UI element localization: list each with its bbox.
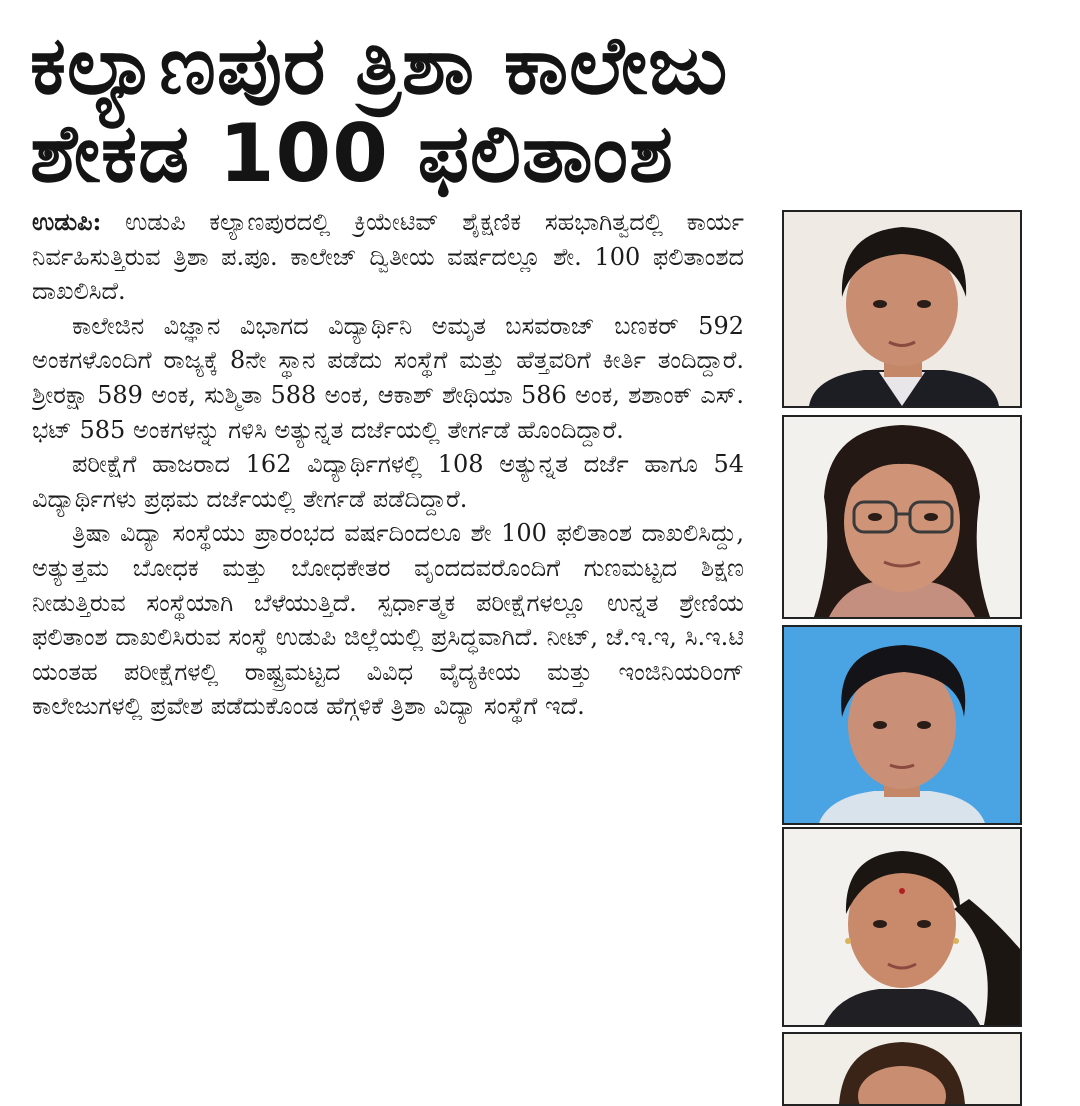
article-paragraph: ಪರೀಕ್ಷೆಗೆ ಹಾಜರಾದ 162 ವಿದ್ಯಾರ್ಥಿಗಳಲ್ಲಿ 108 ಅತ್ಯುನ್ನತ ದರ್ಜೆ ಹಾಗೂ 54 ವಿದ್ಯಾರ್ಥಿಗಳು ಪ್ರಥಮ ದರ್ಜೆಯಲ್ಲಿ ತೇರ್ಗಡೆ ಪಡೆದಿದ್ದಾರೆ. bbox=[32, 450, 744, 513]
article-paragraph: ತ್ರಿಷಾ ವಿದ್ಯಾ ಸಂಸ್ಥೆಯು ಪ್ರಾರಂಭದ ವರ್ಷದಿಂದಲೂ ಶೇ 100 ಫಲಿತಾಂಶ ದಾಖಲಿಸಿದ್ದು, ಅತ್ಯುತ್ತಮ ಬೋಧಕ ಮತ್ತು ಬೋಧಕೇತರ ವೃಂದದವರೊಂದಿಗೆ ಗುಣಮಟ್ಟದ ಶಿಕ್ಷಣ ನೀಡುತ್ತಿರುವ ಸಂಸ್ಥೆಯಾಗಿ ಬೆಳೆಯುತ್ತಿದೆ. ಸ್ಪರ್ಧಾತ್ಮಕ ಪರೀಕ್ಷೆಗಳಲ್ಲೂ ಉನ್ನತ ಶ್ರೇಣಿಯ ಫಲಿತಾಂಶ ದಾಖಲಿಸಿರುವ ಸಂಸ್ಥೆ ಉಡುಪಿ ಜಿಲ್ಲೆಯಲ್ಲಿ ಪ್ರಸಿದ್ಧವಾಗಿದೆ. ನೀಟ್, ಜೆ.ಇ.ಇ, ಸಿ.ಇ.ಟಿ ಯಂತಹ ಪರೀಕ್ಷೆಗಳಲ್ಲಿ ರಾಷ್ಟ್ರಮಟ್ಟದ ವಿವಿಧ ವೈದ್ಯಕೀಯ ಮತ್ತು ಇಂಜಿನಿಯರಿಂಗ್ ಕಾಲೇಜುಗಳಲ್ಲಿ ಪ್ರವೇಶ ಪಡೆದುಕೊಂಡ ಹೆಗ್ಗಳಿಕೆ ತ್ರಿಶಾ ವಿದ್ಯಾ ಸಂಸ್ಥೆಗೆ ಇದೆ. bbox=[32, 519, 744, 721]
article-paragraph-text: ಉಡುಪಿ ಕಲ್ಯಾಣಪುರದಲ್ಲಿ ಕ್ರಿಯೇಟಿವ್ ಶೈಕ್ಷಣಿಕ ಸಹಭಾಗಿತ್ವದಲ್ಲಿ ಕಾರ್ಯ ನಿರ್ವಹಿಸುತ್ತಿರುವ ತ್ರಿಶಾ ಪ.ಪೂ. ಕಾಲೇಜ್ ದ್ವಿತೀಯ ವರ್ಷದಲ್ಲೂ ಶೇ. 100 ಫಲಿತಾಂಶದ ದಾಖಲಿಸಿದೆ. bbox=[32, 208, 744, 306]
headline-line-2: ಶೇಕಡ 100 ಫಲಿತಾಂಶ bbox=[30, 107, 674, 200]
student-photo-3 bbox=[782, 625, 1022, 825]
student-photo-5 bbox=[782, 1032, 1022, 1106]
student-photo-1 bbox=[782, 210, 1022, 408]
dateline: ಉಡುಪಿ: bbox=[32, 207, 102, 236]
article-body bbox=[32, 205, 744, 1080]
headline bbox=[30, 19, 1050, 200]
article-paragraph bbox=[32, 205, 744, 309]
headline-line-1: ಕಲ್ಯಾಣಪುರ ತ್ರಿಶಾ ಕಾಲೇಜು bbox=[30, 19, 729, 112]
article-paragraph: ಕಾಲೇಜಿನ ವಿಜ್ಞಾನ ವಿಭಾಗದ ವಿದ್ಯಾರ್ಥಿನಿ ಅಮೃತ ಬಸವರಾಜ್ ಬಣಕರ್ 592 ಅಂಕಗಳೊಂದಿಗೆ ರಾಜ್ಯಕ್ಕೆ 8ನೇ ಸ್ಥಾನ ಪಡೆದು ಸಂಸ್ಥೆಗೆ ಮತ್ತು ಹೆತ್ತವರಿಗೆ ಕೀರ್ತಿ ತಂದಿದ್ದಾರೆ. ಶ್ರೀರಕ್ಷಾ 589 ಅಂಕ, ಸುಶ್ಮಿತಾ 588 ಅಂಕ, ಆಕಾಶ್ ಶೇಥಿಯಾ 586 ಅಂಕ, ಶಶಾಂಕ್ ಎಸ್. ಭಟ್ 585 ಅಂಕಗಳನ್ನು ಗಳಿಸಿ ಅತ್ಯುನ್ನತ ದರ್ಜೆಯಲ್ಲಿ ತೇರ್ಗಡೆ ಹೊಂದಿದ್ದಾರೆ. bbox=[32, 311, 744, 444]
student-photo-4 bbox=[782, 827, 1022, 1027]
student-photo-2 bbox=[782, 415, 1022, 619]
